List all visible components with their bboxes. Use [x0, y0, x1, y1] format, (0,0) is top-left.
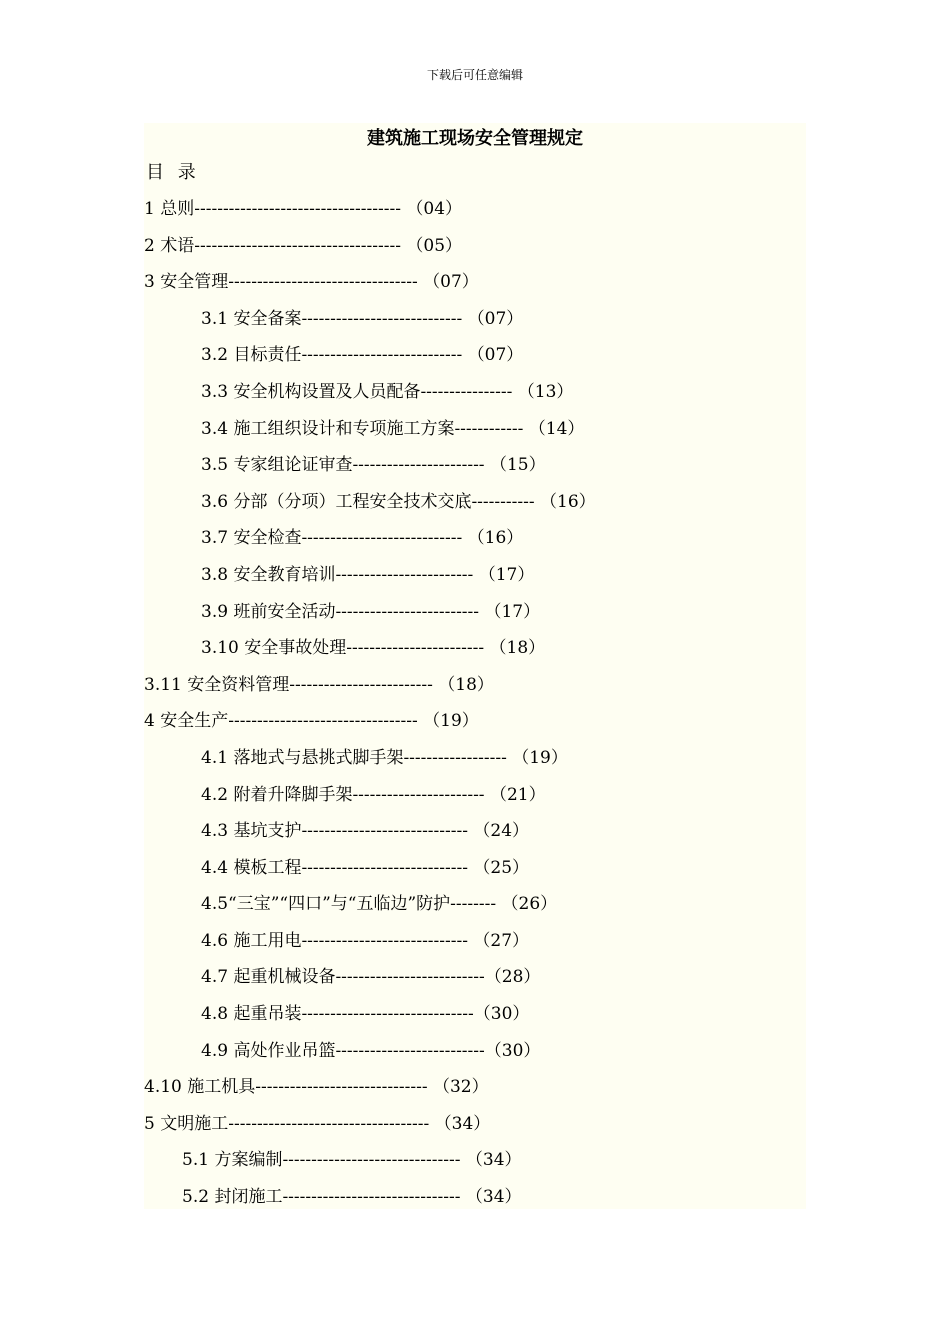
toc-entry	[144, 196, 596, 233]
toc-entry-text: 3.11 安全资料管理------------------------- （18）	[144, 674, 494, 695]
toc-entry	[144, 1111, 596, 1148]
toc-entry-text: 3.4 施工组织设计和专项施工方案------------ （14）	[201, 418, 585, 439]
toc-entry-text: 4.9 高处作业吊篮--------------------------（30）	[201, 1040, 541, 1061]
toc-entry-text: 4.6 施工用电----------------------------- （27）	[201, 930, 530, 951]
toc-entry	[144, 599, 596, 636]
header-note: 下载后可任意编辑	[426, 68, 523, 82]
document-title: 建筑施工现场安全管理规定	[367, 128, 583, 149]
toc-entry-text: 3.3 安全机构设置及人员配备---------------- （13）	[201, 381, 574, 402]
toc-entry-text: 5.2 封闭施工------------------------------- （34）	[182, 1187, 522, 1208]
toc-entry-text: 4.1 落地式与悬挑式脚手架------------------ （19）	[201, 747, 568, 768]
toc-entry	[144, 1038, 596, 1075]
toc-entry-text: 3.1 安全备案---------------------------- （07）	[201, 308, 524, 329]
toc-entry-text: 5.1 方案编制------------------------------- （34）	[182, 1150, 522, 1171]
toc-entry-text: 4.2 附着升降脚手架----------------------- （21）	[201, 784, 546, 805]
toc-entry-text: 3 安全管理--------------------------------- （07）	[144, 272, 479, 293]
toc-entry	[144, 782, 596, 819]
toc-entry	[144, 452, 596, 489]
toc-entry	[144, 672, 596, 709]
toc-entry-text: 3.2 目标责任---------------------------- （07）	[201, 345, 524, 366]
toc-entry	[144, 306, 596, 343]
toc-entry-text: 3.9 班前安全活动------------------------- （17）	[201, 601, 541, 622]
toc-entry-text: 3.8 安全教育培训------------------------ （17）	[201, 564, 535, 585]
toc-entry	[144, 1184, 596, 1221]
toc-entry	[144, 525, 596, 562]
toc-entry-text: 4.7 起重机械设备--------------------------（28）	[201, 967, 541, 988]
toc-entry-text: 3.6 分部（分项）工程安全技术交底----------- （16）	[201, 491, 596, 512]
toc-entry	[144, 562, 596, 599]
toc-entry-text: 4.3 基坑支护----------------------------- （24）	[201, 821, 530, 842]
toc-entry	[144, 928, 596, 965]
toc-entry-text: 1 总则------------------------------------ （04）	[144, 199, 463, 219]
toc-entry-text: 3.10 安全事故处理------------------------ （18）	[201, 638, 546, 659]
toc-entry-text: 4.10 施工机具------------------------------ （32）	[144, 1077, 489, 1098]
table-of-contents	[144, 196, 596, 1221]
toc-entry	[144, 745, 596, 782]
toc-entry-text: 4.5“三宝”“四口”与“五临边”防护-------- （26）	[201, 894, 558, 915]
toc-entry-text: 4 安全生产--------------------------------- （19）	[144, 711, 479, 732]
toc-entry	[144, 379, 596, 416]
toc-entry-text: 2 术语------------------------------------ （05）	[144, 235, 463, 256]
toc-entry-text: 4.8 起重吊装------------------------------（30）	[201, 1004, 530, 1025]
toc-heading: 目 录	[146, 162, 200, 183]
toc-entry	[144, 1147, 596, 1184]
toc-entry-text: 3.5 专家组论证审查----------------------- （15）	[201, 455, 546, 476]
toc-entry-text: 3.7 安全检查---------------------------- （16）	[201, 528, 524, 549]
toc-entry	[144, 1074, 596, 1111]
toc-entry	[144, 1001, 596, 1038]
toc-entry	[144, 416, 596, 453]
toc-entry	[144, 818, 596, 855]
toc-entry	[144, 342, 596, 379]
toc-entry	[144, 269, 596, 306]
toc-entry-text: 4.4 模板工程----------------------------- （25）	[201, 857, 530, 878]
toc-entry	[144, 489, 596, 526]
toc-entry	[144, 635, 596, 672]
toc-entry	[144, 891, 596, 928]
toc-entry	[144, 233, 596, 270]
toc-entry	[144, 708, 596, 745]
toc-entry	[144, 855, 596, 892]
toc-entry	[144, 964, 596, 1001]
toc-entry-text: 5 文明施工----------------------------------- （34）	[144, 1113, 491, 1134]
